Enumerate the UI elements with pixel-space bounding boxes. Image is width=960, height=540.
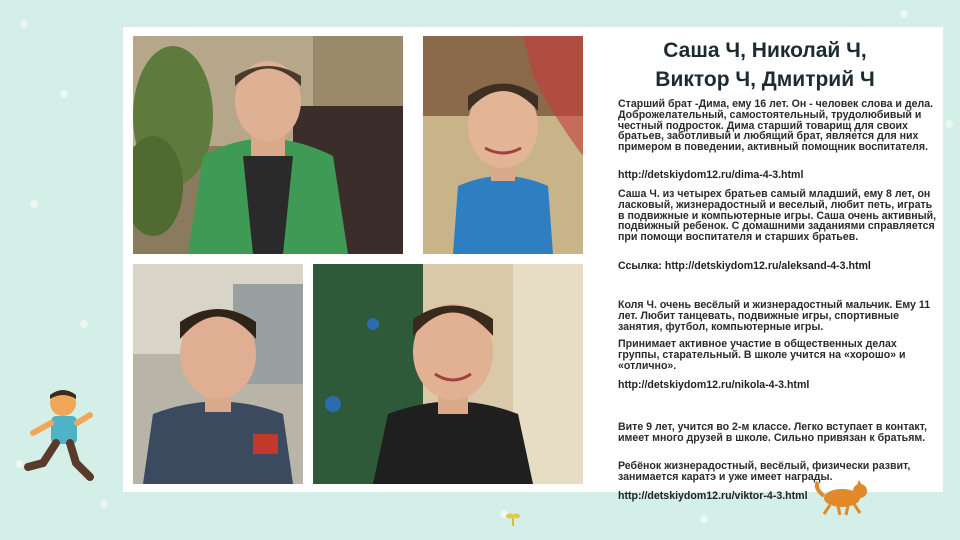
kolya-link[interactable]: http://detskiydom12.ru/nikola-4-3.html — [618, 379, 810, 391]
slide-card — [123, 27, 943, 502]
photo-kolya — [133, 264, 303, 484]
running-boy-icon — [18, 385, 98, 485]
vitya-description-2: Ребёнок жизнерадостный, весёлый, физически развит, занимается каратэ и уже имеет награды. — [618, 460, 911, 483]
kolya-description: Коля Ч. очень весёлый и жизнерадостный мальчик. Ему 11 лет. Любит танцевать, подвижные игры, спортивные занятия, футбол, компьютерные игры. — [618, 299, 931, 333]
dima-link[interactable]: http://detskiydom12.ru/dima-4-3.html — [618, 169, 804, 181]
page-title — [620, 36, 910, 94]
photo-sasha — [423, 36, 583, 254]
running-cat-icon — [812, 478, 872, 518]
flower-sprout-icon — [505, 510, 521, 526]
kolya-description-2: Принимает активное участие в общественных делах группы, старательный. В школе учится на «хорошо» и «отлично». — [618, 338, 906, 372]
photo-dima — [133, 36, 403, 254]
sasha-description: Саша Ч. из четырех братьев самый младший, ему 8 лет, он ласковый, жизнерадостный и веселый, любит петь, играть в подвижные и компьютерные игры. Саша очень активный, подвижный ребенок. С домашними заданиями справляется при помощи воспитателя и старших братьев. — [618, 188, 937, 244]
vitya-link[interactable]: http://detskiydom12.ru/viktor-4-3.html — [618, 490, 808, 502]
dima-description: Старший брат -Дима, ему 16 лет. Он - человек слова и дела. Доброжелательный, самостоятельный, трудолюбивый и честный подросток. Дима старший товарищ для своих братьев, заботливый и любящий брат, является для них примером в поведении, активный помощник воспитателя. — [618, 98, 934, 154]
title-line-1: Саша Ч, Николай Ч, — [663, 39, 867, 62]
sasha-link[interactable]: Ссылка: http://detskiydom12.ru/aleksand-4-3.html — [618, 260, 871, 272]
photo-vitya — [313, 264, 583, 484]
title-line-2: Виктор Ч, Дмитрий Ч — [655, 68, 875, 91]
vitya-description: Вите 9 лет, учится во 2-м классе. Легко вступает в контакт, имеет много друзей в школе. Сильно привязан к братьям. — [618, 421, 928, 444]
